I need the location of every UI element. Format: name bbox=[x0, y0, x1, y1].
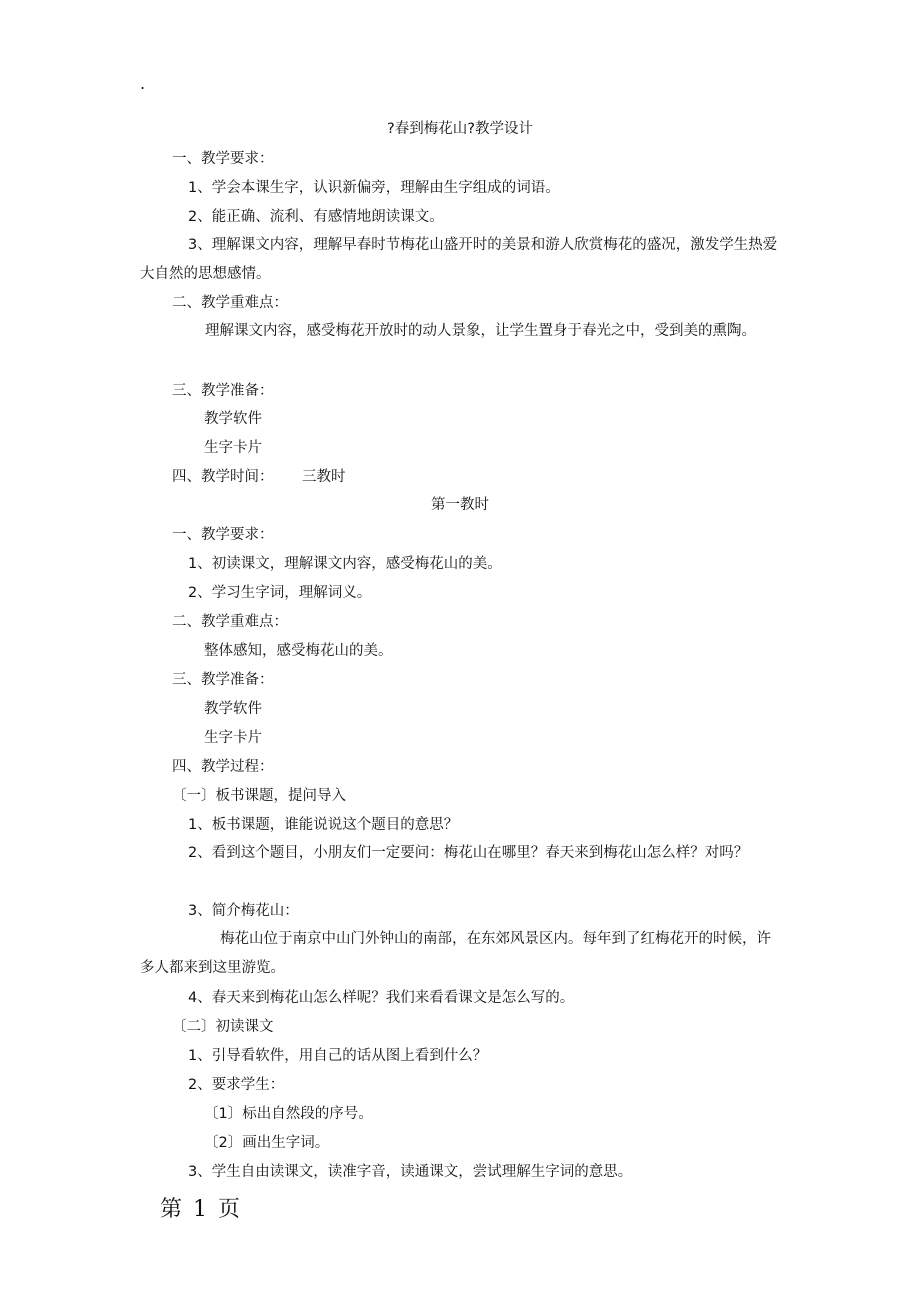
step-item: 2、看到这个题目，小朋友们一定要问：梅花山在哪里？春天来到梅花山怎么样？对吗？ bbox=[188, 845, 749, 861]
step-item: 2、要求学生： bbox=[188, 1077, 285, 1093]
document-title: ?春到梅花山?教学设计 bbox=[387, 121, 533, 137]
page-number: 第 1 页 bbox=[160, 1197, 242, 1222]
subsection-heading: 〔一〕板书课题，提问导入 bbox=[172, 788, 346, 804]
requirement-item: 1、初读课文，理解课文内容，感受梅花山的美。 bbox=[188, 556, 502, 572]
lesson-title: 第一教时 bbox=[431, 497, 489, 513]
section-heading: 一、教学要求： bbox=[172, 527, 274, 543]
focus-text: 理解课文内容，感受梅花开放时的动人景象，让学生置身于春光之中，受到美的熏陶。 bbox=[205, 323, 756, 339]
prep-item: 生字卡片 bbox=[204, 730, 262, 746]
requirement-item: 2、能正确、流利、有感情地朗读课文。 bbox=[188, 209, 444, 225]
step-item: 3、简介梅花山： bbox=[188, 903, 299, 919]
prep-item: 教学软件 bbox=[204, 411, 262, 427]
prep-item: 生字卡片 bbox=[204, 440, 262, 456]
requirement-item: 1、学会本课生字，认识新偏旁，理解由生字组成的词语。 bbox=[188, 180, 560, 196]
section-heading: 四、教学过程： bbox=[172, 759, 274, 775]
sub-step-item: 〔2〕画出生字词。 bbox=[204, 1135, 330, 1151]
section-heading: 四、教学时间： bbox=[172, 469, 274, 485]
section-heading: 二、教学重难点： bbox=[172, 295, 288, 311]
prep-item: 教学软件 bbox=[204, 701, 262, 717]
section-heading: 三、教学准备： bbox=[172, 672, 274, 688]
intro-text: 梅花山位于南京中山门外钟山的南部，在东郊风景区内。每年到了红梅花开的时候，许多人都来到这里游览。 bbox=[140, 931, 771, 976]
sub-step-item: 〔1〕标出自然段的序号。 bbox=[204, 1106, 373, 1122]
section-heading: 三、教学准备： bbox=[172, 383, 274, 399]
step-item: 3、学生自由读课文，读准字音，读通课文，尝试理解生字词的意思。 bbox=[188, 1164, 633, 1180]
step-item: 4、春天来到梅花山怎么样呢？我们来看看课文是怎么写的。 bbox=[188, 990, 575, 1006]
requirement-item: 3、理解课文内容，理解早春时节梅花山盛开时的美景和游人欣赏梅花的盛况，激发学生热爱大自然的思想感情。 bbox=[140, 237, 778, 282]
time-value: 三教时 bbox=[302, 469, 346, 485]
requirement-item: 2、学习生字词，理解词义。 bbox=[188, 585, 372, 601]
subsection-heading: 〔二〕初读课文 bbox=[172, 1019, 274, 1035]
focus-text: 整体感知，感受梅花山的美。 bbox=[204, 643, 393, 659]
section-heading: 一、教学要求： bbox=[172, 151, 274, 167]
step-item: 1、引导看软件，用自己的话从图上看到什么？ bbox=[188, 1048, 488, 1064]
top-mark: . bbox=[140, 74, 146, 93]
section-heading: 二、教学重难点： bbox=[172, 614, 288, 630]
step-item: 1、板书课题，谁能说说这个题目的意思？ bbox=[188, 817, 459, 833]
